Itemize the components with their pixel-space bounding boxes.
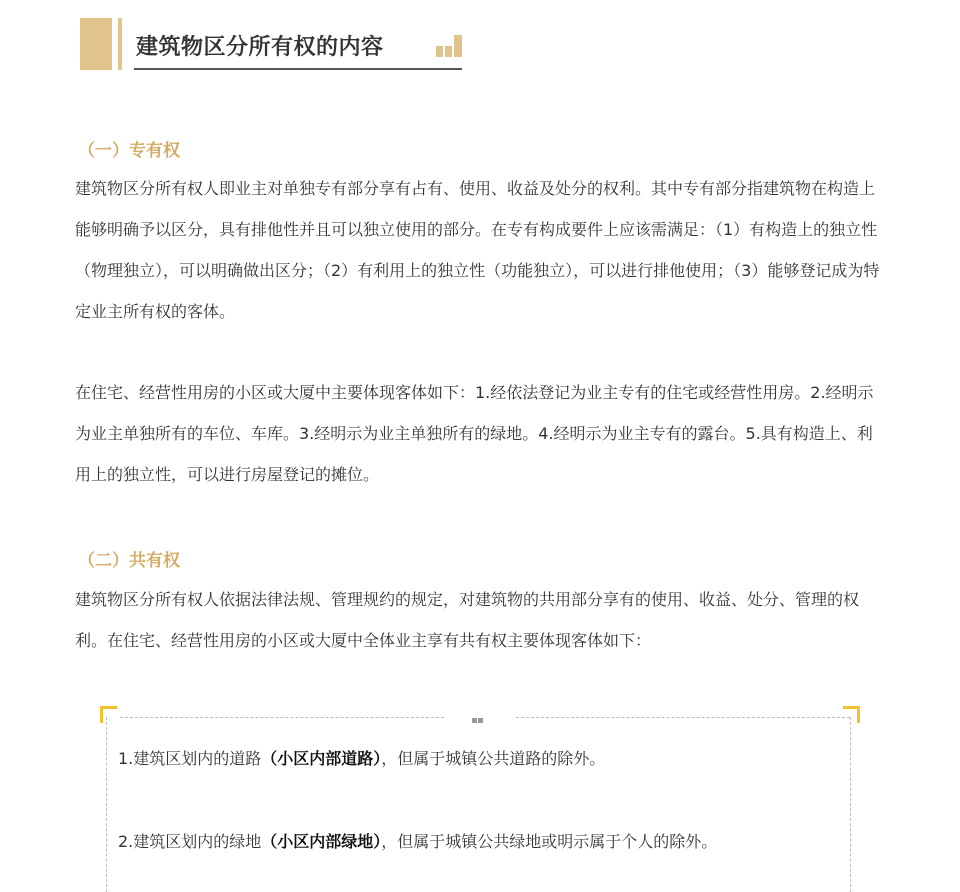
paragraph-text: 建筑物区分所有权人依据法律法规、管理规约的规定，对建筑物的共用部分享有的使用、收益、处分、管理的权利。在住宅、经营性用房的小区或大厦中全体业主享有共有权主要体现客体如下：	[75, 590, 860, 650]
item-prefix: 1.建筑区划内的道路	[118, 749, 262, 768]
bar-chart-icon	[436, 35, 462, 57]
header-accent-block	[80, 18, 112, 70]
paragraph-text: 在住宅、经营性用房的小区或大厦中主要体现客体如下：1.经依法登记为业主专有的住宅或经营性用房。2.经明示为业主单独所有的车位、车库。3.经明示为业主单独所有的绿地。4.经明示为业主专有的露台。5.具有构造上、利用上的独立性，可以进行房屋登记的摊位。	[75, 383, 874, 484]
item-suffix: ，但属于城镇公共道路的除外。	[381, 749, 606, 768]
section-title-exclusive-right: （一）专有权	[78, 141, 180, 161]
header-accent-bar	[118, 18, 122, 70]
list-item	[118, 829, 717, 852]
dots-icon	[444, 712, 514, 724]
item-highlight: （小区内部绿地）	[261, 832, 382, 851]
section-header	[80, 18, 464, 72]
box-right-border	[850, 717, 851, 892]
paragraph	[75, 168, 887, 332]
list-item	[118, 746, 605, 769]
paragraph-text: 建筑物区分所有权人即业主对单独专有部分享有占有、使用、收益及处分的权利。其中专有部分指建筑物在构造上能够明确予以区分，具有排他性并且可以独立使用的部分。在专有构成要件上应该需满足：（1）有构造上的独立性（物理独立），可以明确做出区分；（2）有利用上的独立性（功能独立），可以进行排他使用；（3）能够登记成为特定业主所有权的客体。	[75, 179, 880, 321]
quote-box	[100, 706, 860, 888]
item-prefix: 2.建筑区划内的绿地	[118, 832, 262, 851]
page-title: 建筑物区分所有权的内容	[136, 35, 384, 60]
item-suffix: ，但属于城镇公共绿地或明示属于个人的除外。	[381, 832, 718, 851]
box-left-border	[106, 717, 107, 892]
paragraph	[75, 579, 887, 661]
item-highlight: （小区内部道路）	[261, 749, 382, 768]
paragraph	[75, 372, 887, 495]
section-title-common-right: （二）共有权	[78, 551, 180, 571]
header-underline	[134, 68, 462, 70]
corner-bracket-top-right	[843, 706, 860, 723]
corner-bracket-top-left	[100, 706, 117, 723]
